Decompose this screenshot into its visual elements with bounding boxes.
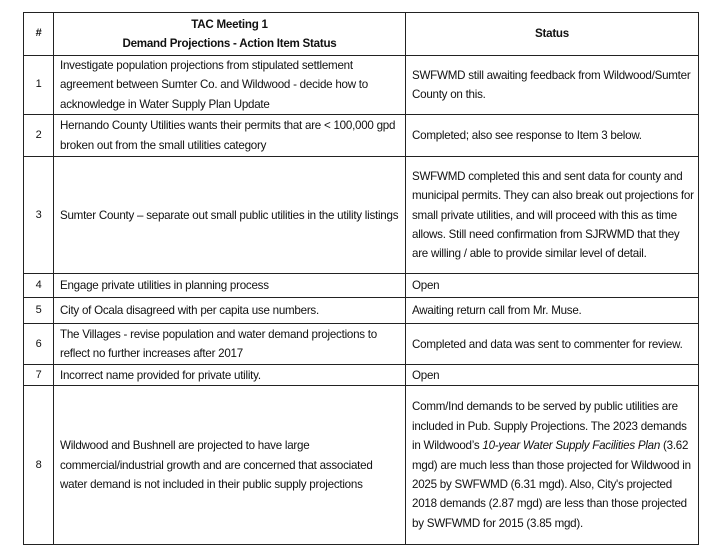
table-row: [24, 386, 699, 545]
item-status: Open: [406, 274, 699, 298]
item-number: 2: [24, 115, 54, 157]
item-status: Completed; also see response to Item 3 below.: [406, 115, 699, 157]
header-title: [54, 13, 406, 56]
header-status: Status: [406, 13, 699, 56]
table-row: [24, 298, 699, 324]
table-row: [24, 365, 699, 386]
table-row: [24, 274, 699, 298]
item-description: The Villages - revise population and water demand projections to reflect no further increases after 2017: [54, 324, 406, 365]
table-row: [24, 115, 699, 157]
item-number: 3: [24, 157, 54, 274]
item-number: 1: [24, 56, 54, 115]
item-description: Sumter County – separate out small public utilities in the utility listings: [54, 157, 406, 274]
item-description: City of Ocala disagreed with per capita use numbers.: [54, 298, 406, 324]
item-number: 6: [24, 324, 54, 365]
item-description: Hernando County Utilities wants their permits that are < 100,000 gpd broken out from the small utilities category: [54, 115, 406, 157]
header-title-line1: TAC Meeting 1: [191, 17, 268, 31]
item-number: 4: [24, 274, 54, 298]
table-row: [24, 324, 699, 365]
item-number: 8: [24, 386, 54, 545]
table-header-row: [24, 13, 699, 56]
item-status: SWFWMD still awaiting feedback from Wildwood/Sumter County on this.: [406, 56, 699, 115]
item-description: Investigate population projections from stipulated settlement agreement between Sumter Co. and Wildwood - decide how to acknowledge in Water Supply Plan Update: [54, 56, 406, 115]
item-description: Engage private utilities in planning process: [54, 274, 406, 298]
item-number: 5: [24, 298, 54, 324]
header-title-line2: Demand Projections - Action Item Status: [122, 37, 337, 50]
action-item-table: [23, 12, 699, 545]
header-number: #: [24, 13, 54, 56]
item-status: Open: [406, 365, 699, 386]
item-status: [406, 386, 699, 545]
item-status: SWFWMD completed this and sent data for county and municipal permits. They can also break out projections for small private utilities, and will proceed with this as time allows. Still need confirmation from SJRWMD that they are willing / able to provide similar level of detail.: [406, 157, 699, 274]
table-row: [24, 157, 699, 274]
item-description: Incorrect name provided for private utility.: [54, 365, 406, 386]
item-status-part: Comm/Ind demands to be served by public utilities are included in Pub. Supply Projections. The 2023 demands in Wildwood’s: [412, 400, 687, 453]
table-row: [24, 56, 699, 115]
item-status-part: (3.62 mgd) are much less than those projected for Wildwood in 2025 by SWFWMD (6.31 mgd). Also, City's projected 2018 demands (2.87 mgd) are less than those projected by SWFWMD for 2015 (3.85 mgd).: [412, 439, 691, 530]
item-description: Wildwood and Bushnell are projected to have large commercial/industrial growth and are concerned that associated water demand is not included in their public supply projections: [54, 386, 406, 545]
item-status: Completed and data was sent to commenter for review.: [406, 324, 699, 365]
plan-title: 10-year Water Supply Facilities Plan: [482, 439, 661, 453]
item-status: Awaiting return call from Mr. Muse.: [406, 298, 699, 324]
item-number: 7: [24, 365, 54, 386]
